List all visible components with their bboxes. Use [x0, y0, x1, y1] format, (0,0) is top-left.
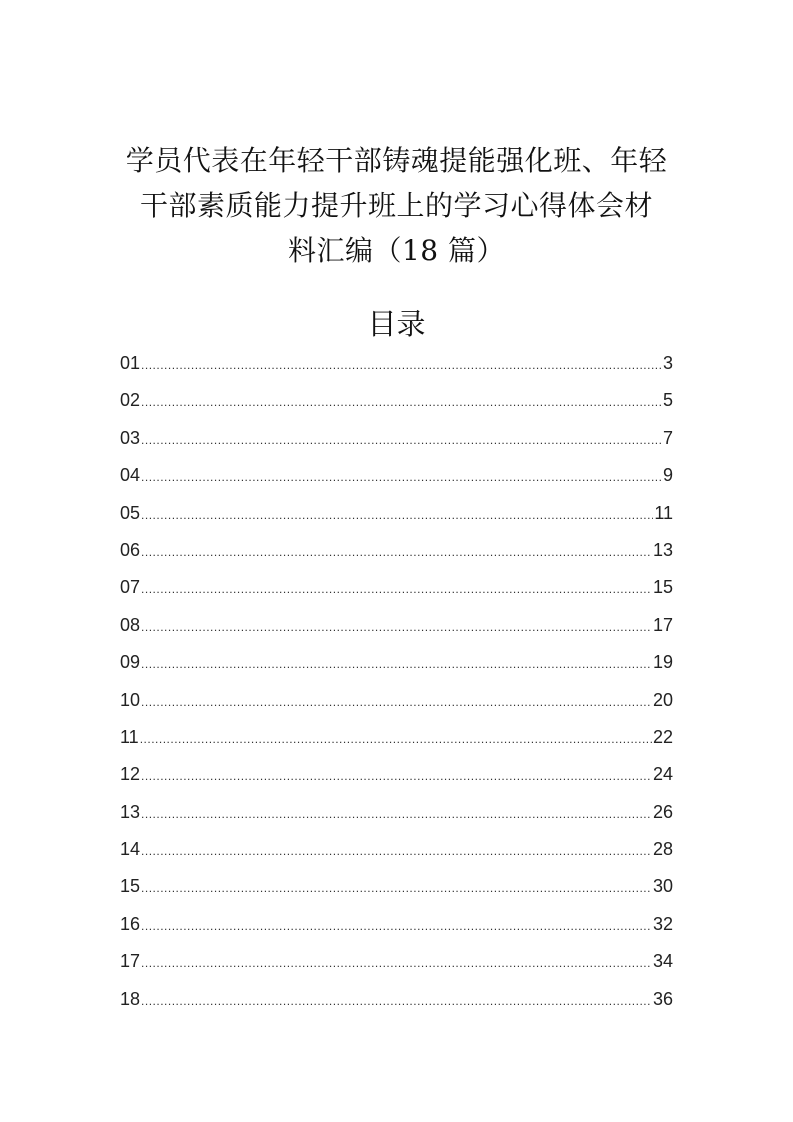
toc-entry-page-number: 20 [652, 689, 673, 710]
table-of-contents [120, 353, 673, 1026]
toc-entry[interactable] [120, 390, 673, 427]
toc-entry-page-number: 11 [654, 502, 673, 523]
toc-entry-number: 03 [120, 427, 141, 448]
toc-dot-leader [141, 881, 652, 895]
toc-dot-leader [141, 582, 652, 596]
toc-entry[interactable] [120, 540, 673, 577]
toc-entry-number: 18 [120, 988, 141, 1009]
toc-entry-number: 14 [120, 839, 141, 860]
title-line-3: 料汇编（18 篇） [287, 234, 506, 267]
toc-entry[interactable] [120, 839, 673, 876]
toc-dot-leader [141, 545, 652, 559]
toc-entry-number: 17 [120, 951, 141, 972]
toc-entry-number: 10 [120, 689, 141, 710]
toc-entry[interactable] [120, 503, 673, 540]
toc-dot-leader [141, 695, 652, 709]
toc-entry-number: 11 [120, 726, 139, 747]
toc-dot-leader [141, 657, 652, 671]
toc-entry-number: 15 [120, 876, 141, 897]
toc-entry-number: 08 [120, 614, 141, 635]
toc-dot-leader [141, 919, 652, 933]
toc-dot-leader [141, 395, 662, 409]
toc-entry-number: 12 [120, 764, 141, 785]
toc-entry-page-number: 3 [662, 353, 673, 373]
toc-entry-number: 02 [120, 390, 141, 411]
title-line-2: 干部素质能力提升班上的学习心得体会材 [139, 189, 653, 222]
toc-dot-leader [141, 508, 653, 522]
toc-heading: 目录 [367, 307, 426, 341]
title-line-1: 学员代表在年轻干部铸魂提能强化班、年轻 [125, 144, 668, 177]
toc-entry-page-number: 9 [662, 465, 673, 486]
toc-dot-leader [141, 470, 662, 484]
toc-entry-page-number: 36 [652, 988, 673, 1009]
toc-entry-page-number: 26 [652, 801, 673, 822]
toc-entry[interactable] [120, 615, 673, 652]
toc-entry-page-number: 13 [652, 539, 673, 560]
toc-entry[interactable] [120, 465, 673, 502]
toc-entry[interactable] [120, 727, 673, 764]
toc-dot-leader [140, 732, 652, 746]
toc-entry-page-number: 7 [662, 427, 673, 448]
toc-entry[interactable] [120, 951, 673, 988]
toc-entry-number: 06 [120, 539, 141, 560]
toc-dot-leader [141, 844, 652, 858]
toc-entry[interactable] [120, 989, 673, 1026]
toc-entry[interactable] [120, 652, 673, 689]
toc-entry-page-number: 19 [652, 652, 673, 673]
toc-entry-page-number: 15 [652, 577, 673, 598]
toc-dot-leader [141, 956, 652, 970]
toc-entry[interactable] [120, 353, 673, 390]
toc-dot-leader [141, 358, 662, 372]
toc-entry-number: 13 [120, 801, 141, 822]
toc-entry[interactable] [120, 764, 673, 801]
toc-entry-page-number: 30 [652, 876, 673, 897]
toc-entry[interactable] [120, 876, 673, 913]
toc-entry[interactable] [120, 802, 673, 839]
toc-dot-leader [141, 994, 652, 1008]
toc-dot-leader [141, 807, 652, 821]
toc-entry[interactable] [120, 690, 673, 727]
document-title [110, 138, 683, 273]
toc-entry-page-number: 17 [652, 614, 673, 635]
toc-entry[interactable] [120, 577, 673, 614]
toc-entry-page-number: 32 [652, 913, 673, 934]
toc-entry[interactable] [120, 428, 673, 465]
toc-entry-number: 16 [120, 913, 141, 934]
toc-entry-page-number: 22 [652, 726, 673, 747]
toc-entry-number: 04 [120, 465, 141, 486]
toc-entry-page-number: 28 [652, 839, 673, 860]
toc-entry-number: 05 [120, 502, 141, 523]
toc-entry-page-number: 34 [652, 951, 673, 972]
toc-entry-number: 09 [120, 652, 141, 673]
toc-dot-leader [141, 620, 652, 634]
toc-dot-leader [141, 769, 652, 783]
toc-entry-page-number: 24 [652, 764, 673, 785]
toc-entry-number: 01 [120, 353, 141, 373]
toc-dot-leader [141, 433, 662, 447]
toc-entry-number: 07 [120, 577, 141, 598]
toc-entry[interactable] [120, 914, 673, 951]
toc-entry-page-number: 5 [662, 390, 673, 411]
